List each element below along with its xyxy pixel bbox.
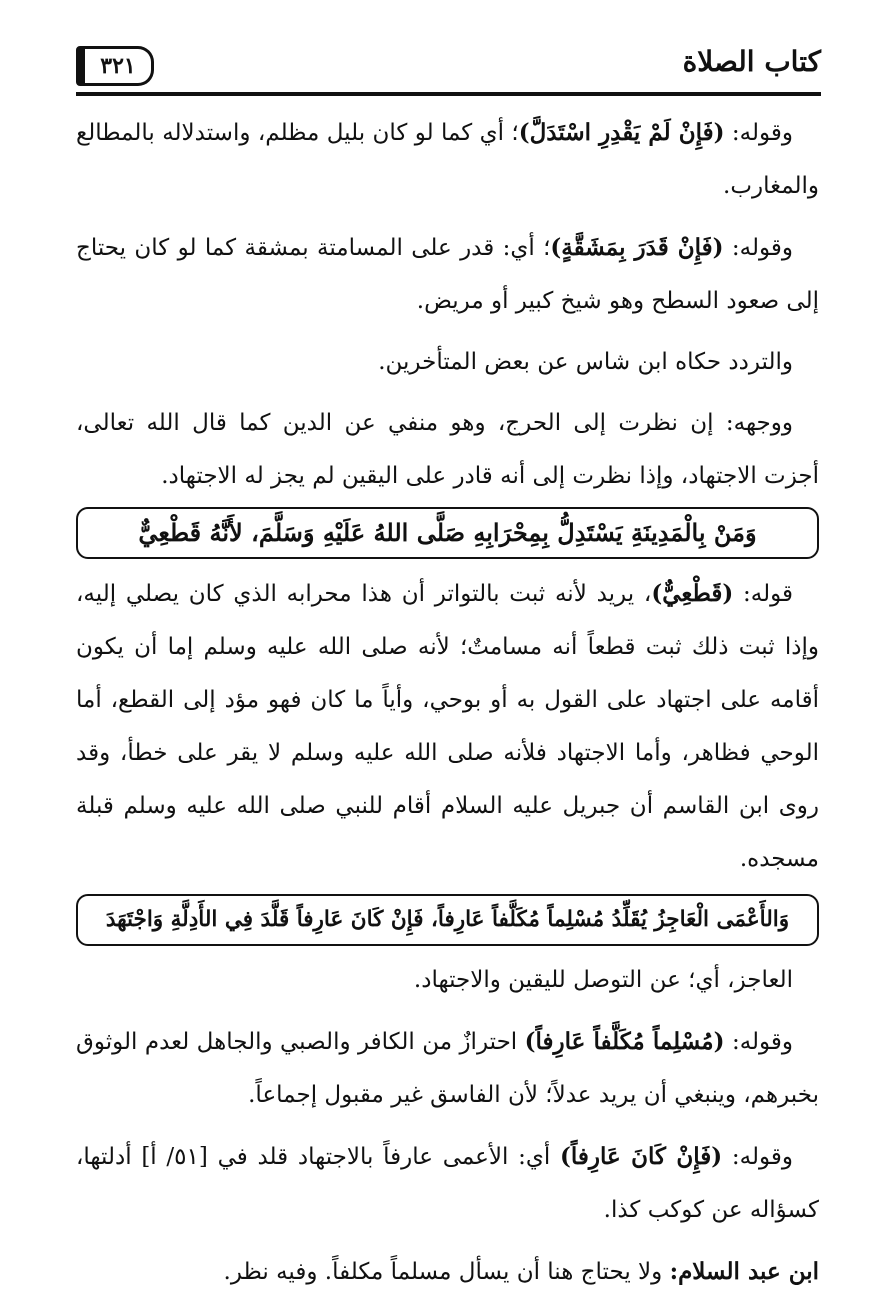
- paragraph-text: احترازٌ من الكافر والصبي والجاهل لعدم الوثوق بخبرهم، وينبغي أن يريد عدلاً؛ لأن الفاسق غير مقبول إجماعاً.: [76, 1029, 819, 1108]
- paragraph-prefix: وقوله:: [724, 120, 793, 146]
- paragraph-text: ، يريد لأنه ثبت بالتواتر أن هذا محرابه الذي كان يصلي إليه، وإذا ثبت ذلك ثبت قطعاً أنه مسامتٌ؛ لأنه صلى الله عليه وسلم إما أن يكون أقامه على اجتهاد على القول به أو بوحي، وأياً ما كان فهو مؤد إلى القطع، أما الوحي فظاهر، وأما الاجتهاد فلأنه صلى الله عليه وسلم لا يقر على خطأ، وقد روى ابن القاسم أن جبريل عليه السلام أقام للنبي صلى الله عليه وسلم قبلة مسجده.: [76, 581, 819, 872]
- paragraph-5: [76, 567, 819, 886]
- paragraph-prefix: وقوله:: [724, 1029, 794, 1055]
- paragraph-text: ولا يحتاج هنا أن يسأل مسلماً مكلفاً. وفيه نظر.: [223, 1259, 670, 1285]
- paragraph-8: [76, 1130, 819, 1237]
- quoted-phrase: (فَإِنْ لَمْ يَقْدِرِ اسْتَدَلَّ): [518, 119, 725, 146]
- paragraph-7: [76, 1015, 819, 1122]
- paragraph-3: والتردد حكاه ابن شاس عن بعض المتأخرين.: [378, 349, 793, 375]
- page-number-text: ٣٢١: [100, 53, 136, 79]
- matn-box-2: وَالأَعْمَى الْعَاجِزُ يُقَلِّدُ مُسْلِماً مُكَلَّفاً عَارِفاً، فَإِنْ كَانَ عَارِفاً قَلَّدَ فِي الأَدِلَّةِ وَاجْتَهَدَ: [76, 894, 819, 946]
- header-rule: [76, 92, 821, 96]
- page-body: [76, 106, 819, 1307]
- paragraph-text: أي: الأعمى عارفاً بالاجتهاد قلد في [٥١/ أ] أدلتها، كسؤاله عن كوكب كذا.: [76, 1144, 819, 1223]
- paragraph-9: [76, 1245, 819, 1299]
- author-name: ابن عبد السلام:: [669, 1258, 819, 1285]
- paragraph-prefix: وقوله:: [722, 1144, 793, 1170]
- matn-box-1: وَمَنْ بِالْمَدِينَةِ يَسْتَدِلُّ بِمِحْرَابِهِ صَلَّى اللهُ عَلَيْهِ وَسَلَّمَ، لأَنَّهُ قَطْعِيٌّ: [76, 507, 819, 559]
- paragraph-text: ؛ أي كما لو كان بليل مظلم، واستدلاله بالمطالع والمغارب.: [76, 120, 819, 199]
- quoted-phrase: (فَإِنْ كَانَ عَارِفاً): [560, 1143, 723, 1170]
- paragraph-2: [76, 221, 819, 328]
- quoted-phrase: (فَإِنْ قَدَرَ بِمَشَقَّةٍ): [550, 234, 724, 261]
- paragraph-prefix: وقوله:: [723, 235, 793, 261]
- paragraph-text: ؛ أي: قدر على المسامتة بمشقة كما لو كان يحتاج إلى صعود السطح وهو شيخ كبير أو مريض.: [76, 235, 819, 314]
- page-number: [76, 46, 154, 86]
- quoted-phrase: (مُسْلِماً مُكَلَّفاً عَارِفاً): [524, 1028, 725, 1055]
- paragraph-1: [76, 106, 819, 213]
- book-title: كتاب الصلاة: [682, 45, 821, 78]
- paragraph-6: العاجز، أي؛ عن التوصل لليقين والاجتهاد.: [413, 967, 793, 993]
- paragraph-prefix: قوله:: [733, 581, 793, 607]
- paragraph-4: ووجهه: إن نظرت إلى الحرج، وهو منفي عن الدين كما قال الله تعالى، أجزت الاجتهاد، وإذا نظرت إلى أنه قادر على اليقين لم يجز له الاجتهاد.: [76, 410, 819, 489]
- quoted-phrase: (قَطْعِيٌّ): [651, 580, 734, 607]
